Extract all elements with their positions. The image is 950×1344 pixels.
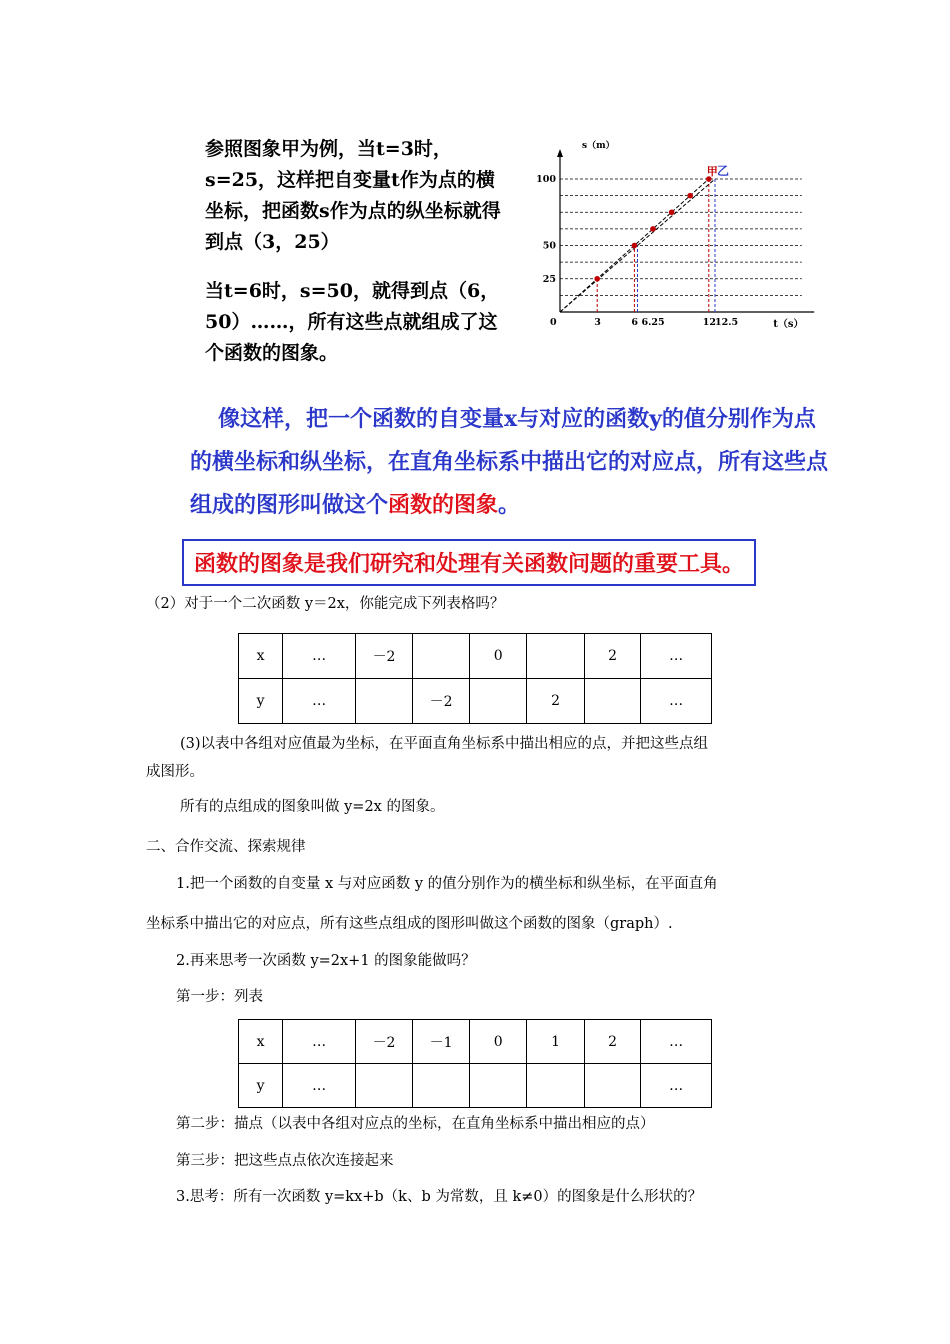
table-cell: … (283, 634, 356, 679)
section-2-title: 二、合作交流、探索规律 (146, 839, 306, 855)
x-tick-label: 6 (631, 317, 639, 328)
series-label-jia: 甲 (706, 165, 718, 178)
table-cell: －1 (413, 1020, 470, 1064)
table-cell: 0 (470, 634, 527, 679)
table-cell: … (641, 634, 712, 679)
question-3-line-3: 所有的点组成的图象叫做 y=2x 的图象。 (180, 799, 445, 815)
table-cell (355, 679, 412, 724)
table-cell (527, 634, 585, 679)
table-cell (355, 1064, 412, 1108)
table-row (239, 679, 712, 724)
y-tick-label: 100 (536, 174, 556, 185)
intro-paragraph-1: 参照图象甲为例，当t=3时，s=25，这样把自变量t作为点的横坐标，把函数s作为点的纵坐标就得到点（3，25） (205, 138, 501, 253)
table-cell: －2 (355, 1020, 412, 1064)
y-tick-label: 50 (542, 240, 556, 252)
table-cell: 0 (470, 1020, 527, 1064)
table-y-2x-plus-1 (238, 1019, 712, 1108)
table-cell (585, 1064, 641, 1108)
x-axis-label: t（s） (773, 319, 804, 330)
x-tick-label: 12 (702, 317, 717, 328)
intro-paragraph-2: 当t=6时，s=50，就得到点（6，50）……，所有这些点就组成了这个函数的图象。 (205, 280, 500, 364)
table-cell (585, 679, 641, 724)
definition-text: 像这样，把一个函数的自变量x与对应的函数y的值分别作为点的横坐标和纵坐标，在直角坐标系中描出它的对应点，所有这些点组成的图形叫做这个 (190, 406, 829, 518)
x-tick-label: 0 (550, 317, 557, 328)
data-point (669, 209, 675, 215)
highlight-box: 函数的图象是我们研究和处理有关函数问题的重要工具。 (182, 539, 756, 586)
data-point (650, 226, 656, 232)
table-cell: … (283, 679, 356, 724)
data-point (687, 193, 693, 199)
step-3: 第三步：把这些点点依次连接起来 (176, 1153, 394, 1169)
table-cell: －2 (413, 679, 470, 724)
question-2: （2）对于一个二次函数 y＝2x，你能完成下列表格吗？ (146, 596, 505, 612)
item-3: 3.思考：所有一次函数 y=kx+b（k、b 为常数，且 k≠0）的图象是什么形状的？ (176, 1189, 703, 1205)
x-tick-label: 12.5 (715, 317, 739, 328)
step-1: 第一步：列表 (176, 989, 263, 1005)
y-axis-arrow (557, 149, 563, 157)
table-cell: 2 (527, 679, 585, 724)
table-cell (470, 1064, 527, 1108)
table-cell: x (239, 1020, 283, 1064)
table-cell (413, 1064, 470, 1108)
item-1-line-2: 坐标系中描出它的对应点，所有这些点组成的图形叫做这个函数的图象（graph）. (146, 916, 673, 932)
x-tick-label: 3 (594, 317, 601, 328)
table-cell: y (239, 1064, 283, 1108)
table-row (239, 634, 712, 679)
y-tick-label: 25 (542, 273, 556, 285)
table-cell (470, 679, 527, 724)
table-y-2x (238, 633, 712, 724)
function-graph-definition (190, 398, 830, 527)
data-point (594, 276, 600, 282)
data-point (632, 243, 638, 249)
series-label-yi: 乙 (717, 164, 730, 178)
y-axis-label: s（m） (582, 141, 615, 151)
table-cell: 2 (585, 634, 641, 679)
table-cell: 2 (585, 1020, 641, 1064)
question-3-line-1: (3)以表中各组对应值最为坐标，在平面直角坐标系中描出相应的点，并把这些点组 (180, 736, 709, 752)
table-cell: x (239, 634, 283, 679)
table-cell: －2 (355, 634, 412, 679)
item-2: 2.再来思考一次函数 y=2x+1 的图象能做吗？ (176, 953, 476, 969)
table-row (239, 1020, 712, 1064)
x-tick-label: 6.25 (641, 317, 665, 328)
table-cell: … (283, 1020, 356, 1064)
step-2: 第二步：描点（以表中各组对应点的坐标，在直角坐标系中描出相应的点） (176, 1116, 655, 1132)
table-cell: 1 (527, 1020, 585, 1064)
question-3-line-2: 成图形。 (146, 764, 204, 780)
table-cell: … (641, 1020, 712, 1064)
table-cell (527, 1064, 585, 1108)
table-cell (413, 634, 470, 679)
table-row (239, 1064, 712, 1108)
distance-time-chart (525, 135, 815, 335)
table-cell: … (283, 1064, 356, 1108)
definition-end: 。 (498, 492, 521, 518)
definition-keyword: 函数的图象 (388, 492, 499, 518)
table-cell: … (641, 679, 712, 724)
table-cell: … (641, 1064, 712, 1108)
table-cell: y (239, 679, 283, 724)
item-1-line-1: 1.把一个函数的自变量 x 与对应函数 y 的值分别作为的横坐标和纵坐标，在平面直角 (176, 876, 718, 892)
